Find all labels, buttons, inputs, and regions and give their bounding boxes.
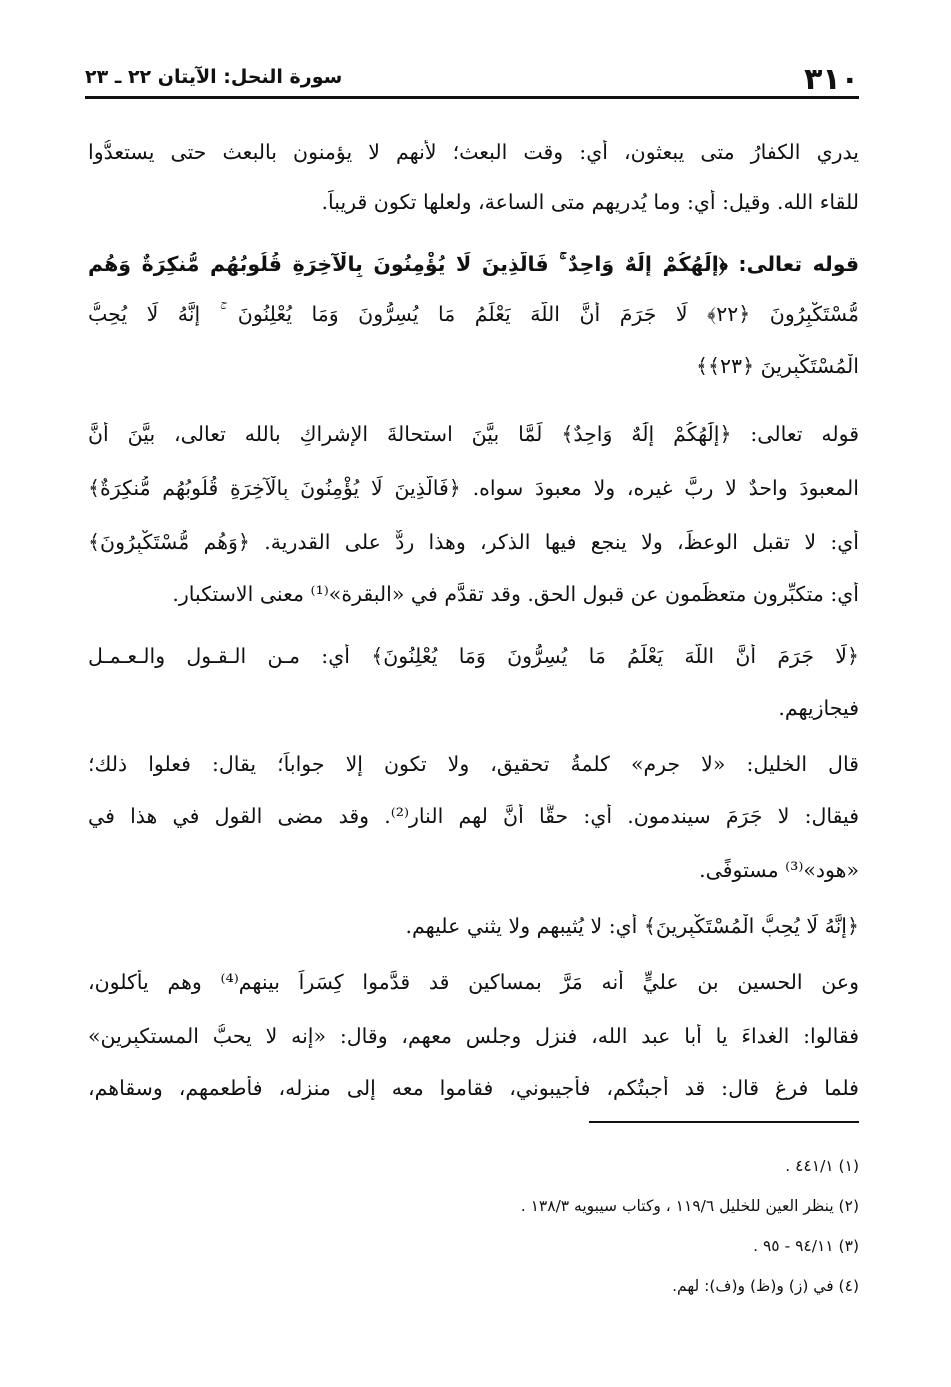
- page-number: ٣١٠: [804, 62, 859, 97]
- text-line: يدري الكفارُ متى يبعثون، أي: وقت البعث؛ لأنهم لا يؤمنون بالبعث حتى يستعدُّوا: [88, 140, 859, 164]
- page-header: [85, 60, 859, 98]
- text-line: فيقال: لا جَرَمَ سيندمون. أي: حقًّا أنَّ لهم النار⁽²⁾. وقد مضى القول في هذا في: [88, 804, 859, 828]
- text-line: المعبودَ واحدٌ لا ربَّ غيره، ولا معبودَ سواه. ﴿فَالَّذِينَ لَا يُؤْمِنُونَ بِالْآخِرَةِ قُلُوبُهُم مُّنكِرَةٌ﴾: [88, 476, 859, 500]
- footnote: (١) ٤٤١/١ .: [785, 1157, 859, 1175]
- text-line: قوله تعالى: ﴿إِلَٰهُكُمْ إِلَٰهٌ وَاحِدٌ﴾ لَمَّا بيَّنَ استحالةَ الإشراكِ بالله تعالى، بيَّنَ أنَّ: [88, 422, 859, 446]
- text-line: أي: لا تقبل الوعظَ، ولا ينجع فيها الذكر، وهذا ردٌّ على القدرية. ﴿وَهُم مُّسْتَكْبِرُونَ﴾: [88, 530, 859, 554]
- text-line: «هود»⁽³⁾ مستوفًى.: [699, 858, 859, 882]
- surah-title: سورة النحل: الآيتان ٢٢ ـ ٢٣: [85, 66, 343, 88]
- footnote: (٣) ٩٤/١١ - ٩٥ .: [753, 1237, 859, 1255]
- footnote: (٢) ينظر العين للخليل ١١٩/٦ ، وكتاب سيبويه ١٣٨/٣ .: [520, 1197, 859, 1215]
- verse-line: الْمُسْتَكْبِرِينَ ﴿٢٣﴾﴾: [696, 354, 859, 378]
- text-line: ﴿لَا جَرَمَ أَنَّ اللَّهَ يَعْلَمُ مَا يُسِرُّونَ وَمَا يُعْلِنُونَ﴾ أي: مـن الـقـول والـعـمـل: [88, 644, 859, 668]
- text-line: قال الخليل: «لا جرم» كلمةُ تحقيق، ولا تكون إلا جواباً؛ يقال: فعلوا ذلك؛: [88, 752, 859, 776]
- verse-line: قوله تعالى: ﴿إِلَٰهُكُمْ إِلَٰهٌ وَاحِدٌ ۚ فَالَّذِينَ لَا يُؤْمِنُونَ بِالْآخِرَةِ قُلُوبُهُم مُّنكِرَةٌ وَهُم: [88, 252, 859, 276]
- text-line: فلما فرغ قال: قد أجبتُكم، فأجيبوني، فقاموا معه إلى منزله، فأطعمهم، وسقاهم،: [88, 1076, 859, 1100]
- text-line: فيجازيهم.: [778, 696, 859, 720]
- text-line: أي: متكبِّرون متعظِّمون عن قبول الحق. وقد تقدَّم في «البقرة»⁽¹⁾ معنى الاستكبار.: [172, 582, 859, 606]
- footnote-rule: [589, 1121, 859, 1123]
- text-line: وعن الحسين بن عليٍّ أنه مَرَّ بمساكين قد قدَّموا كِسَراً بينهم⁽⁴⁾ وهم يأكلون،: [88, 970, 859, 994]
- text-line: للقاء الله. وقيل: أي: وما يُدريهم متى الساعة، ولعلها تكون قريباً.: [321, 190, 859, 214]
- footnote: (٤) في (ز) و(ظ) و(ف): لهم.: [672, 1277, 859, 1295]
- text-line: ﴿إِنَّهُ لَا يُحِبُّ الْمُسْتَكْبِرِينَ﴾ أي: لا يُثيبهم ولا يثني عليهم.: [405, 914, 859, 938]
- header-rule: [85, 96, 859, 99]
- verse-line: مُّسْتَكْبِرُونَ ﴿٢٢﴾ لَا جَرَمَ أَنَّ اللَّهَ يَعْلَمُ مَا يُسِرُّونَ وَمَا يُعْلِنُونَ ۚ إِنَّهُ لَا يُحِبُّ: [88, 302, 859, 326]
- text-line: فقالوا: الغداءَ يا أبا عبد الله، فنزل وجلس معهم، وقال: «إنه لا يحبُّ المستكبِرين»: [88, 1024, 859, 1048]
